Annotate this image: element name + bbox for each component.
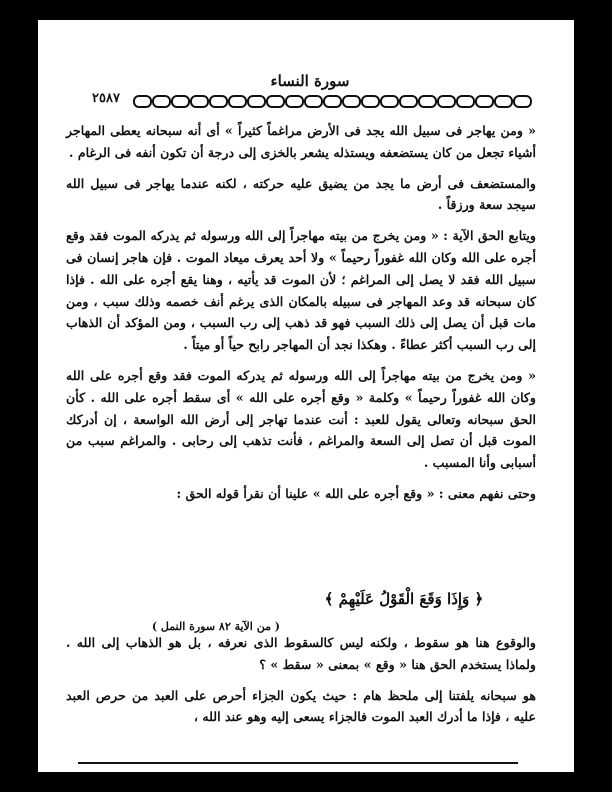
document-page — [38, 20, 574, 772]
verse-reference: ( من الآية ٨٢ سورة النمل ) — [151, 620, 280, 633]
page-header — [84, 72, 536, 116]
page-number: ٢٥٨٧ — [92, 91, 120, 106]
paragraph: ويتابع الحق الآية : « ومن يخرج من بيته مهاجراً إلى الله ورسوله ثم يدركه الموت فقد وقع أجره على الله وكان الله غفوراً رحيماً » ولا أحد يعرف ميعاد الموت . فإن هاجر إنسان فى سبيل الله فقد لا يصل إلى المراغم ؛ لأن الموت قد يأتيه ، وهنا يقع أجره على الله . فإذا كان سبحانه قد وعد المهاجر فى سبيله بالمكان الذى يرغم أنف خصمه وذلك سبب ، ومن مات قبل أن يصل إلى ذلك السبب فهو قد ذهب إلى رب السبب ، ومن المؤكد أن الذهاب إلى رب السبب أكثر عطاءً . وهكذا نجد أن المهاجر رابح حياً أو ميتاً . — [66, 228, 536, 353]
bottom-rule — [78, 762, 518, 764]
body-text-lower — [38, 632, 574, 737]
paragraph: وحتى نفهم معنى : « وقع أجره على الله » علينا أن نقرأ قوله الحق : — [176, 485, 536, 501]
surah-title: سورة النساء — [270, 72, 350, 90]
body-text-upper — [38, 120, 574, 514]
chain-ornament-divider — [84, 92, 536, 112]
paragraph: « ومن يخرج من بيته مهاجراً إلى الله ورسوله ثم يدركه الموت فقد وقع أجره على الله وكان الله غفوراً رحيماً » وكلمة « وقع أجره على الله » أى سقط أجره على الله . كأن الحق سبحانه وتعالى يقول للعبد : أنت عندما تهاجر إلى أرض الله الواسعة ، إن أدركك الموت قبل أن تصل إلى السعة والمراغم ، فأنت تذهب إلى رحابى . والمراغم سبب من أسبابى وأنا المسبب . — [66, 367, 536, 471]
paragraph: والوقوع هنا هو سقوط ، ولكنه ليس كالسقوط الذى نعرفه ، بل هو الذهاب إلى الله . ولماذا يستخدم الحق هنا « وقع » بمعنى « سقط » ؟ — [66, 635, 536, 672]
paragraph: والمستضعف فى أرض ما يجد من يضيق عليه حركته ، لكنه عندما يهاجر فى سبيل الله سيجد سعة ورزقاً . — [66, 175, 536, 213]
paragraph: « ومن يهاجر فى سبيل الله يجد فى الأرض مراغماً كثيراً » أى أنه سبحانه يعطى المهاجر أشياء تجعل من كان يستضعفه ويستذله يشعر بالخزى إلى درجة أن تكون أنفه فى الرغام . — [66, 123, 536, 160]
quran-verse: ﴿ وَإِذَا وَقَعَ الْقَوْلُ عَلَيْهِمْ ﴾ — [324, 590, 484, 608]
paragraph: هو سبحانه يلفتنا إلى ملحظ هام : حيث يكون الجزاء أحرص على العبد من حرص العبد عليه ، فإذا ما أدرك العبد الموت فالجزاء يسعى إليه وهو عند الله ، — [66, 687, 536, 725]
